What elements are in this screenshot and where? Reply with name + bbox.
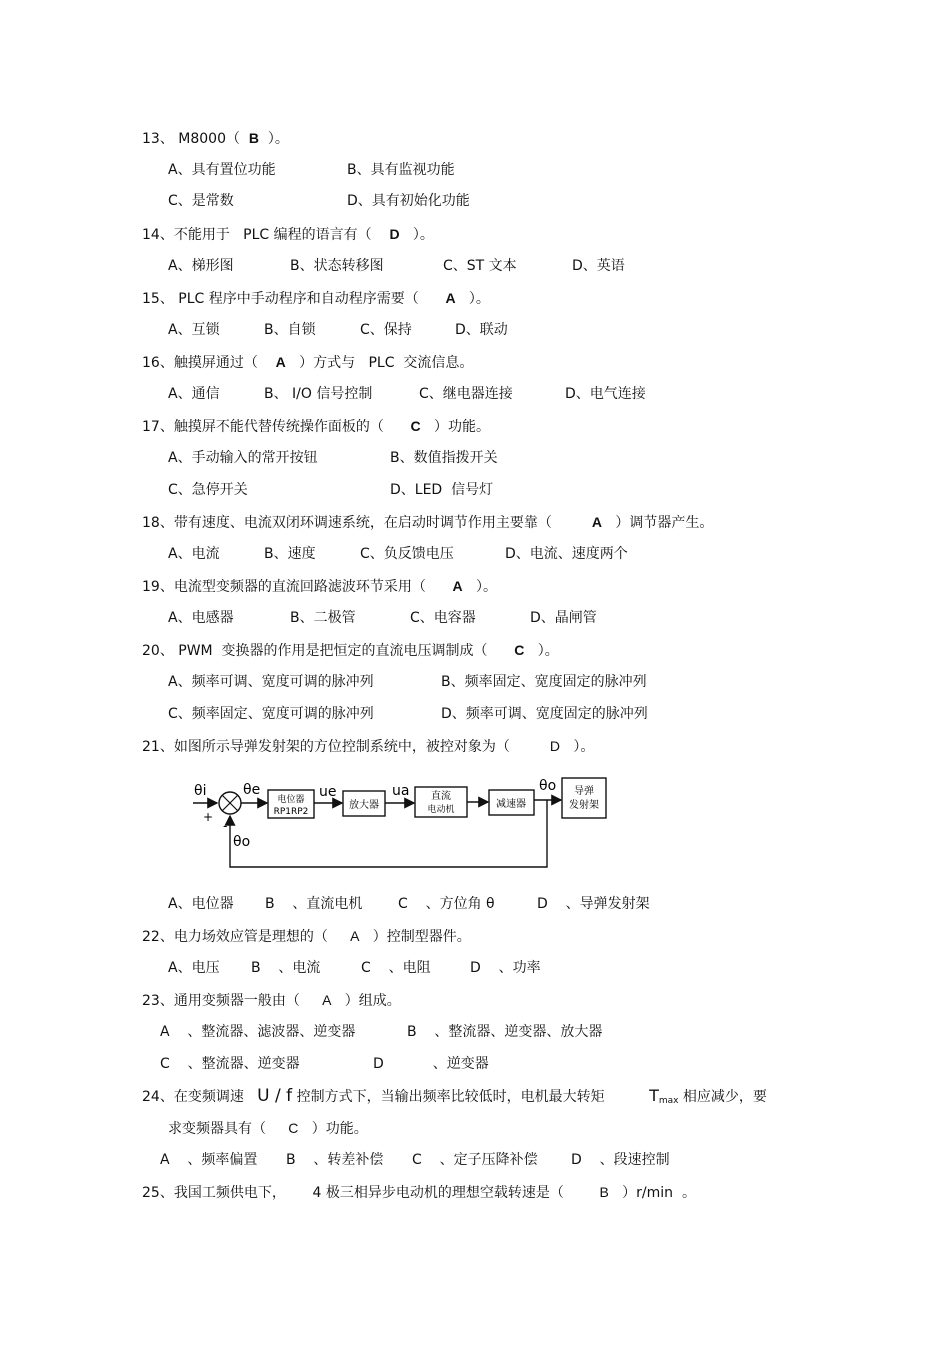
- option-b: B 、电流: [251, 960, 321, 976]
- answer: B: [599, 1184, 609, 1200]
- option-a: A、手动输入的常开按钮: [168, 450, 318, 466]
- option-d: D、频率可调、宽度固定的脉冲列: [441, 706, 648, 722]
- option-d: D、LED 信号灯: [390, 482, 494, 498]
- answer: C: [410, 418, 421, 434]
- launcher-block: [562, 778, 606, 818]
- option-b: B、二极管: [290, 610, 356, 626]
- option-a: A、通信: [168, 386, 220, 402]
- option-b: B 、转差补偿: [286, 1152, 384, 1168]
- block-label: 发射架: [569, 800, 599, 811]
- question-16: [142, 352, 473, 373]
- question-text: ）。: [560, 739, 595, 755]
- answer: A: [591, 514, 602, 530]
- block-label: 电动机: [427, 805, 455, 815]
- question-text: ）功能。: [298, 1121, 368, 1137]
- block-label: RP1RP2: [273, 807, 309, 817]
- question-text: 24、在变频调速: [142, 1089, 258, 1105]
- question-text: 15、 PLC 程序中手动程序和自动程序需要（: [142, 291, 446, 307]
- question-text: ）r/min 。: [608, 1185, 696, 1201]
- question-text: 22、电力场效应管是理想的（: [142, 929, 351, 945]
- option-a: A 、整流器、滤波器、逆变器: [160, 1024, 356, 1040]
- answer: D: [389, 226, 400, 242]
- question-20: [142, 640, 559, 661]
- question-text: ）。: [455, 291, 490, 307]
- option-a: A、电感器: [168, 610, 234, 626]
- question-text: 16、触摸屏通过（: [142, 355, 276, 371]
- question-text: ）组成。: [331, 993, 401, 1009]
- theta-o-output-label: θo: [539, 778, 557, 794]
- option-b: B、速度: [264, 546, 316, 562]
- option-a: A、电流: [168, 546, 220, 562]
- question-text: ）方式与 PLC 交流信息。: [285, 355, 474, 371]
- answer: A: [322, 992, 332, 1008]
- block-label: 直流: [431, 791, 451, 802]
- answer: A: [275, 354, 286, 370]
- option-c: C、保持: [360, 322, 412, 338]
- option-c: C、负反馈电压: [360, 546, 454, 562]
- question-text: 14、不能用于 PLC 编程的语言有（: [142, 227, 390, 243]
- option-a: A、电位器: [168, 896, 234, 912]
- option-d: D、晶闸管: [530, 610, 597, 626]
- option-c: C、电容器: [410, 610, 476, 626]
- option-a: A、电压: [168, 960, 220, 976]
- question-14: [142, 224, 434, 245]
- answer: C: [514, 642, 525, 658]
- option-d: D 、段速控制: [571, 1152, 670, 1168]
- option-d: D 、逆变器: [373, 1056, 489, 1072]
- option-b: B、具有监视功能: [347, 162, 455, 178]
- option-d: D、联动: [455, 322, 508, 338]
- control-block-diagram: [185, 770, 615, 875]
- question-text: 19、电流型变频器的直流回路滤波环节采用（: [142, 579, 453, 595]
- block-label: 导弹: [574, 786, 594, 797]
- option-c: C、继电器连接: [419, 386, 513, 402]
- question-text: 求变频器具有（: [168, 1121, 289, 1137]
- option-a: A、互锁: [168, 322, 220, 338]
- option-c: C 、方位角 θ: [398, 896, 495, 912]
- option-d: D、具有初始化功能: [347, 193, 470, 209]
- minus-sign: -: [223, 819, 228, 833]
- question-text: ）调节器产生。: [602, 515, 714, 531]
- option-c: C、ST 文本: [443, 258, 517, 274]
- option-d: D、电气连接: [565, 386, 646, 402]
- option-c: C 、定子压降补偿: [412, 1152, 538, 1168]
- option-b: B、状态转移图: [290, 258, 384, 274]
- question-21: [142, 736, 594, 757]
- tmax-symbol: T: [649, 1086, 659, 1105]
- tmax-subscript: max: [658, 1096, 679, 1106]
- answer: A: [445, 290, 456, 306]
- option-c: C 、整流器、逆变器: [160, 1056, 300, 1072]
- option-b: B 、直流电机: [265, 896, 363, 912]
- question-text: 相应减少，要: [678, 1089, 767, 1105]
- option-c: C、是常数: [168, 193, 234, 209]
- plus-sign: +: [203, 810, 214, 824]
- question-text: 21、如图所示导弹发射架的方位控制系统中，被控对象为（: [142, 739, 550, 755]
- question-text: ）控制型器件。: [359, 929, 471, 945]
- option-c: C、频率固定、宽度可调的脉冲列: [168, 706, 374, 722]
- option-d: D 、导弹发射架: [537, 896, 650, 912]
- answer: A: [350, 928, 360, 944]
- question-19: [142, 576, 497, 597]
- answer: D: [549, 738, 560, 754]
- block-label: 放大器: [349, 800, 379, 811]
- question-13: [142, 128, 289, 149]
- question-15: [142, 288, 490, 309]
- question-text: 23、通用变频器一般由（: [142, 993, 323, 1009]
- theta-i-label: θi: [194, 783, 207, 799]
- answer: A: [452, 578, 463, 594]
- question-24: [142, 1086, 767, 1111]
- option-a: A、具有置位功能: [168, 162, 276, 178]
- option-b: B、自锁: [264, 322, 316, 338]
- option-b: B、 I/O 信号控制: [264, 386, 373, 402]
- answer: C: [288, 1120, 299, 1136]
- option-b: B、频率固定、宽度固定的脉冲列: [441, 674, 647, 690]
- ue-label: ue: [319, 784, 337, 800]
- question-text: ）。: [399, 227, 434, 243]
- option-c: C 、电阻: [361, 960, 431, 976]
- question-text: ）。: [524, 643, 559, 659]
- option-c: C、急停开关: [168, 482, 248, 498]
- option-a: A、频率可调、宽度可调的脉冲列: [168, 674, 374, 690]
- option-d: D、电流、速度两个: [505, 546, 628, 562]
- question-text: 17、触摸屏不能代替传统操作面板的（: [142, 419, 411, 435]
- question-text: ）功能。: [420, 419, 490, 435]
- question-text: ）。: [462, 579, 497, 595]
- theta-o-feedback-label: θo: [233, 834, 251, 850]
- option-a: A 、频率偏置: [160, 1152, 258, 1168]
- option-b: B、数值指拨开关: [390, 450, 498, 466]
- question-22: [142, 926, 471, 947]
- question-text: 20、 PWM 变换器的作用是把恒定的直流电压调制成（: [142, 643, 515, 659]
- question-18: [142, 512, 713, 533]
- block-label: 电位器: [277, 795, 305, 805]
- question-17: [142, 416, 490, 437]
- answer: B: [248, 130, 259, 146]
- question-23: [142, 990, 401, 1011]
- ua-label: ua: [392, 783, 410, 799]
- option-d: D、英语: [572, 258, 625, 274]
- question-text: 13、 M8000（: [142, 131, 249, 147]
- option-a: A、梯形图: [168, 258, 234, 274]
- option-b: B 、整流器、逆变器、放大器: [407, 1024, 603, 1040]
- question-text: ）。: [259, 131, 289, 147]
- theta-e-label: θe: [243, 782, 261, 798]
- option-d: D 、功率: [470, 960, 541, 976]
- question-25: [142, 1182, 696, 1203]
- uf-symbol: U / f: [257, 1086, 293, 1106]
- question-text: 控制方式下，当输出频率比较低时，电机最大转矩: [292, 1089, 650, 1105]
- question-text: 18、带有速度、电流双闭环调速系统，在启动时调节作用主要靠（: [142, 515, 592, 531]
- question-24-cont: [168, 1118, 368, 1139]
- block-label: 减速器: [496, 799, 526, 810]
- question-text: 25、我国工频供电下， 4 极三相异步电动机的理想空载转速是（: [142, 1185, 600, 1201]
